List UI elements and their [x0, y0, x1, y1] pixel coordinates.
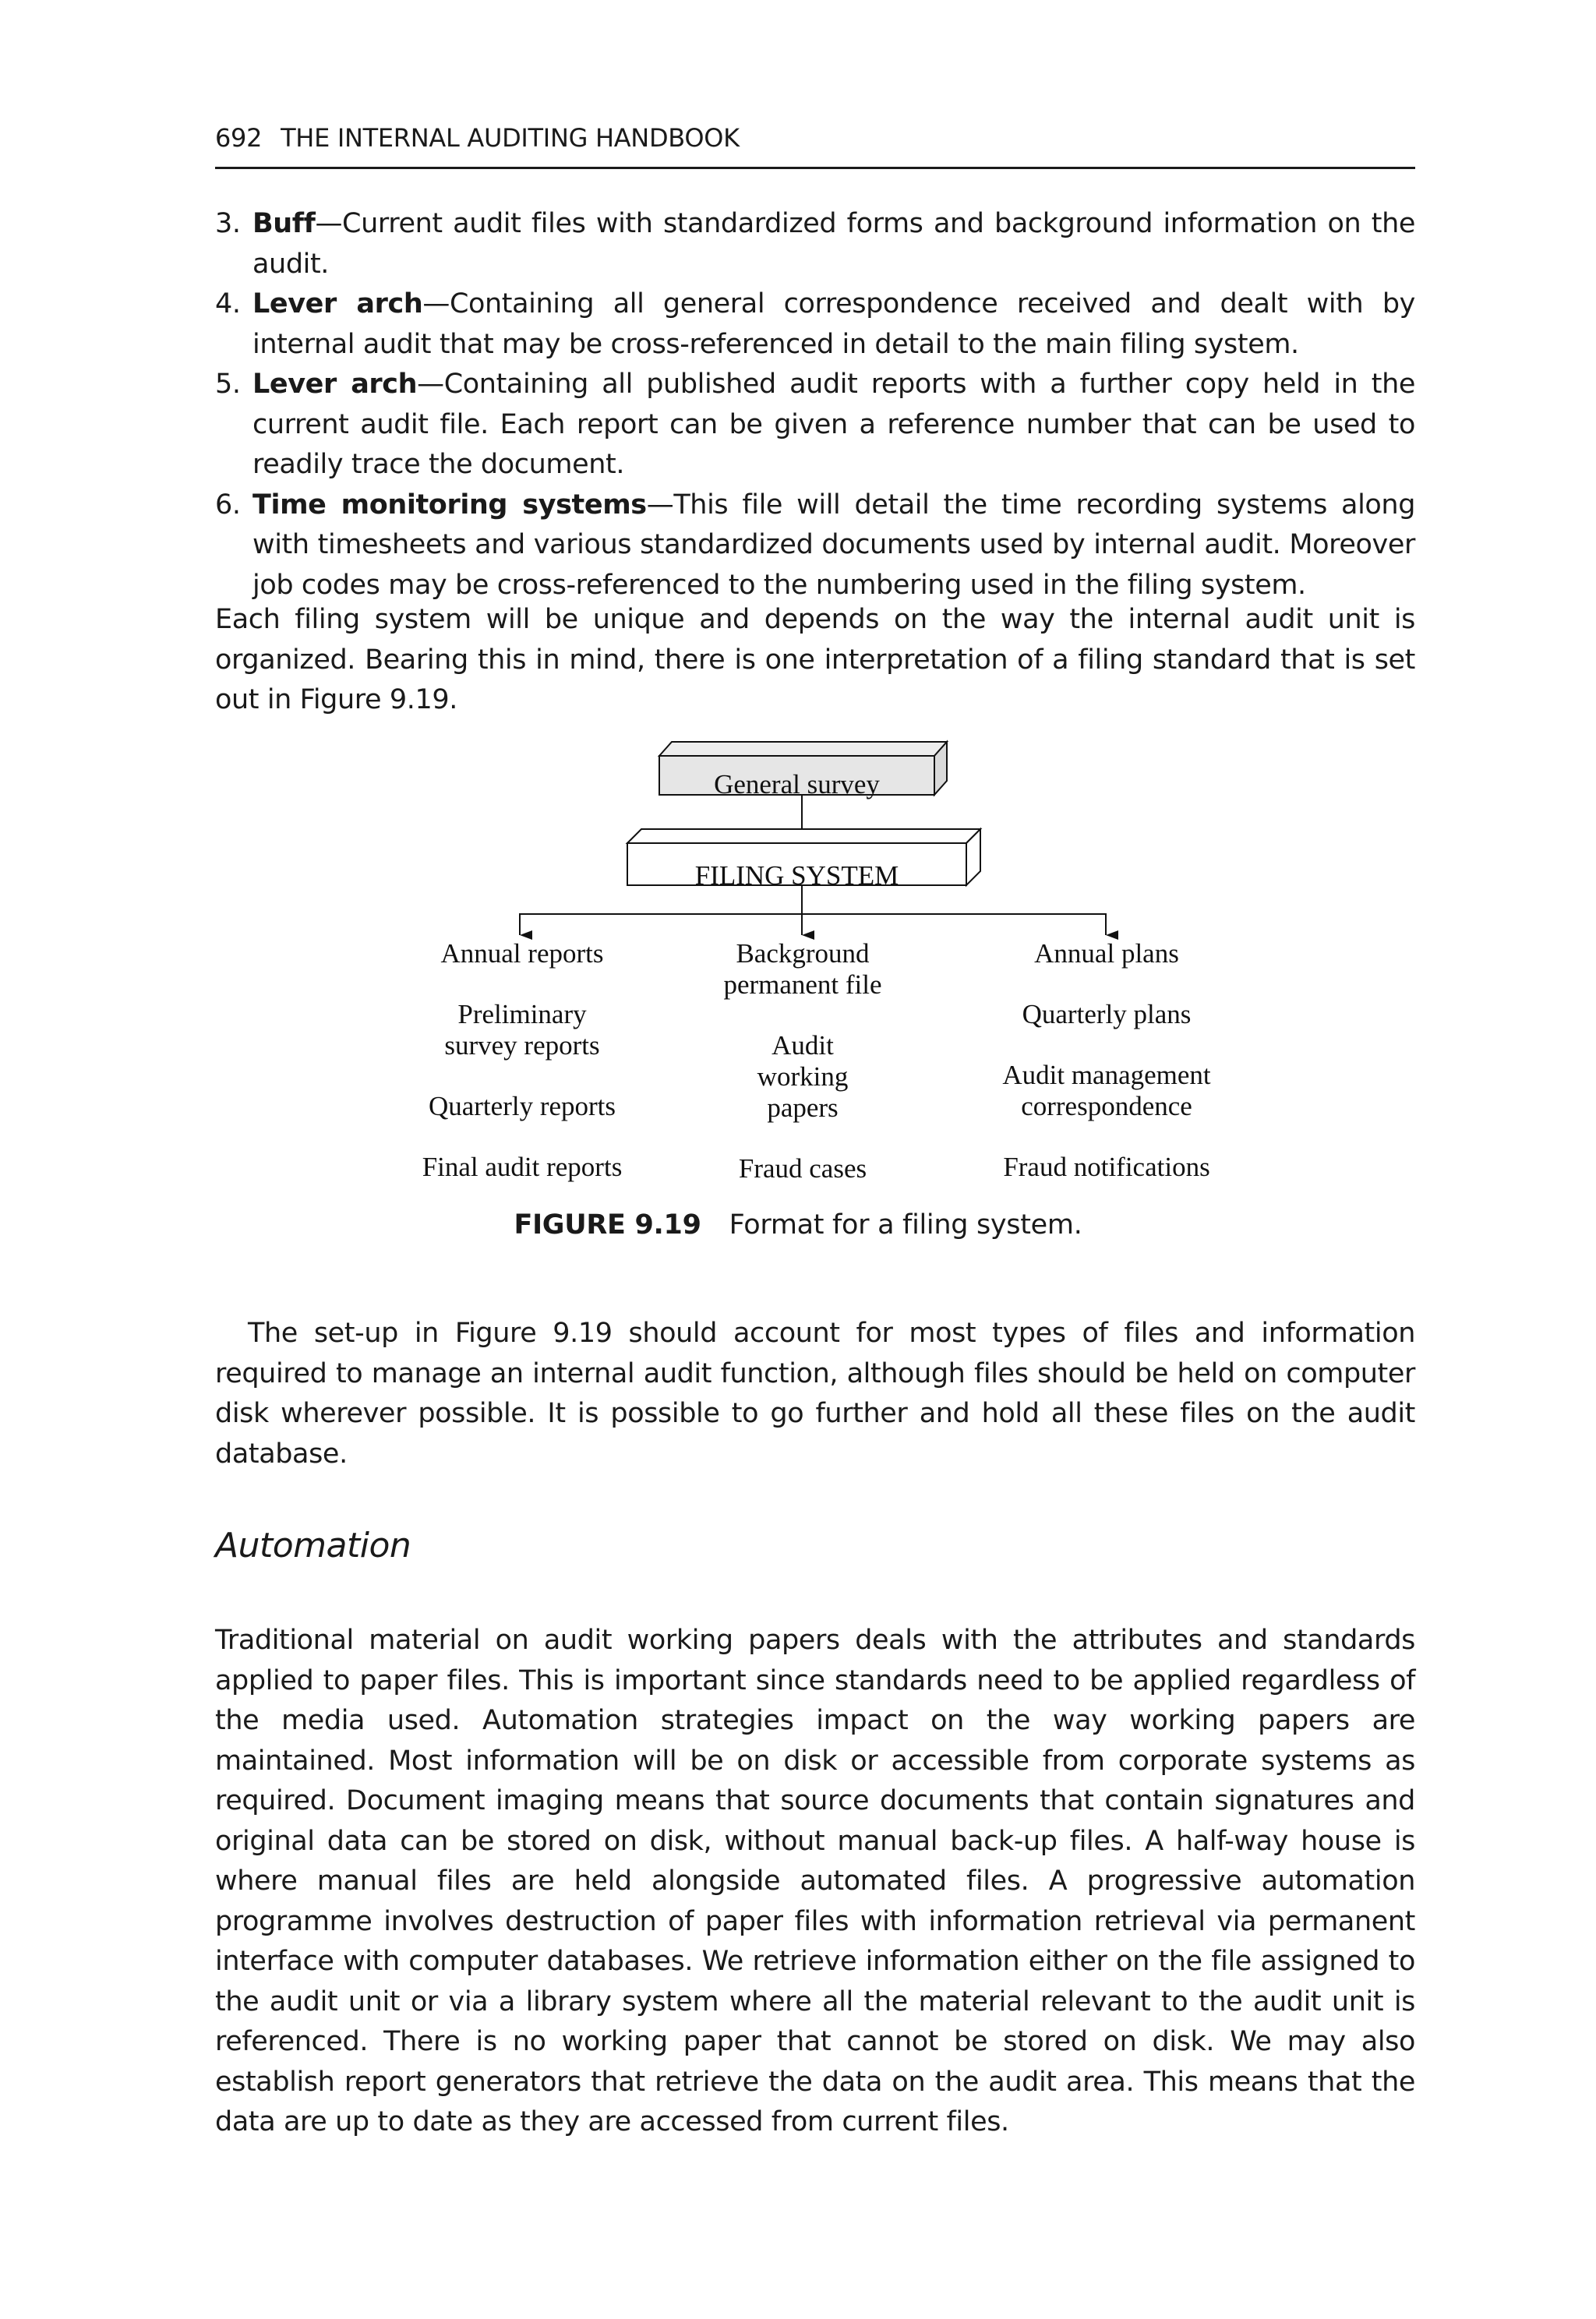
general-survey-label: General survey [714, 769, 880, 799]
list-item-number: 6. [215, 489, 241, 521]
column-entry: Audit working papers [757, 1030, 849, 1123]
column-entry: Annual plans [1034, 938, 1179, 969]
column-entry: Quarterly reports [428, 1091, 616, 1121]
section-body: Traditional material on audit working papers deals with the attributes and standards applied to paper files. This is important since standards need to be applied regardless of the media used. Automation strategies impact on the way working papers are maintained. Most information will be on disk or accessible from corporate systems as required. Document imaging means that source documents that contain signatures and original data can be stored on disk, without manual back-up files. A half-way house is where manual files are held alongside automated files. A progressive automation programme involves destruction of paper files with information retrieval via permanent interface with computer databases. We retrieve information either on the file assigned to the audit unit or via a library system where all the material relevant to the audit unit is referenced. There is no working paper that cannot be stored on disk. We may also establish report generators that retrieve the data on the audit area. This means that the data are up to date as they are accessed from current files. [215, 1625, 1415, 2137]
list-item-number: 3. [215, 208, 241, 239]
numbered-list [215, 204, 1415, 605]
list-item-number: 5. [215, 369, 241, 400]
figure-caption-label: FIGURE 9.19 [514, 1209, 701, 1241]
running-title: THE INTERNAL AUDITING HANDBOOK [281, 123, 740, 153]
list-item [215, 204, 1415, 284]
list-item-term: Buff [252, 208, 316, 239]
figure-caption [0, 1209, 1596, 1241]
column-entry: Final audit reports [422, 1152, 623, 1182]
list-item-term: Lever arch [252, 288, 423, 319]
setup-paragraph: The set-up in Figure 9.19 should account for most types of files and information required to manage an internal audit function, although files should be held on computer disk wherever possible. It is possible to go further and hold all these files on the audit database. [215, 1318, 1415, 1470]
list-item [215, 284, 1415, 365]
running-header [215, 123, 1415, 153]
column-entry: Audit management correspondence [1002, 1060, 1211, 1121]
list-item-term: Time monitoring systems [252, 489, 647, 521]
column-entry: Preliminary survey reports [444, 999, 600, 1061]
filing-system-figure [0, 732, 1596, 1223]
left-column [405, 938, 639, 1183]
filing-system-label: FILING SYSTEM [694, 860, 899, 891]
right-column [982, 938, 1231, 1183]
figure-caption-text: Format for a filing system. [729, 1209, 1082, 1241]
list-item-text: —Containing all general correspondence received and dealt with by internal audit that may be cross-referenced in detail to the main filing system. [252, 288, 1415, 360]
intro-paragraph: Each filing system will be unique and depends on the way the internal audit unit is organized. Bearing this in mind, there is one interpretation of a filing standard that is set out in Figure 9.19. [215, 604, 1415, 715]
list-item [215, 485, 1415, 606]
column-entry: Annual reports [440, 938, 604, 969]
list-item-text: —Containing all published audit reports with a further copy held in the current audit file. Each report can be given a reference number that can be used to readily trace the document. [252, 369, 1415, 480]
column-entry: Fraud notifications [1003, 1152, 1210, 1182]
middle-column [701, 938, 904, 1184]
list-item-term: Lever arch [252, 369, 418, 400]
list-item-number: 4. [215, 288, 241, 319]
list-item-text: —Current audit files with standardized forms and background information on the audit. [252, 208, 1415, 280]
section-title: Automation [215, 1526, 411, 1565]
column-entry: Background permanent file [723, 938, 882, 1000]
header-rule [215, 167, 1415, 169]
column-entry: Fraud cases [738, 1153, 867, 1184]
list-item [215, 365, 1415, 485]
page-number: 692 [215, 123, 263, 153]
column-entry: Quarterly plans [1022, 999, 1192, 1029]
list-item-text: —This file will detail the time recording systems along with timesheets and various standardized documents used by internal audit. Moreover job codes may be cross-referenced to the numbering used in the filing system. [252, 489, 1416, 601]
